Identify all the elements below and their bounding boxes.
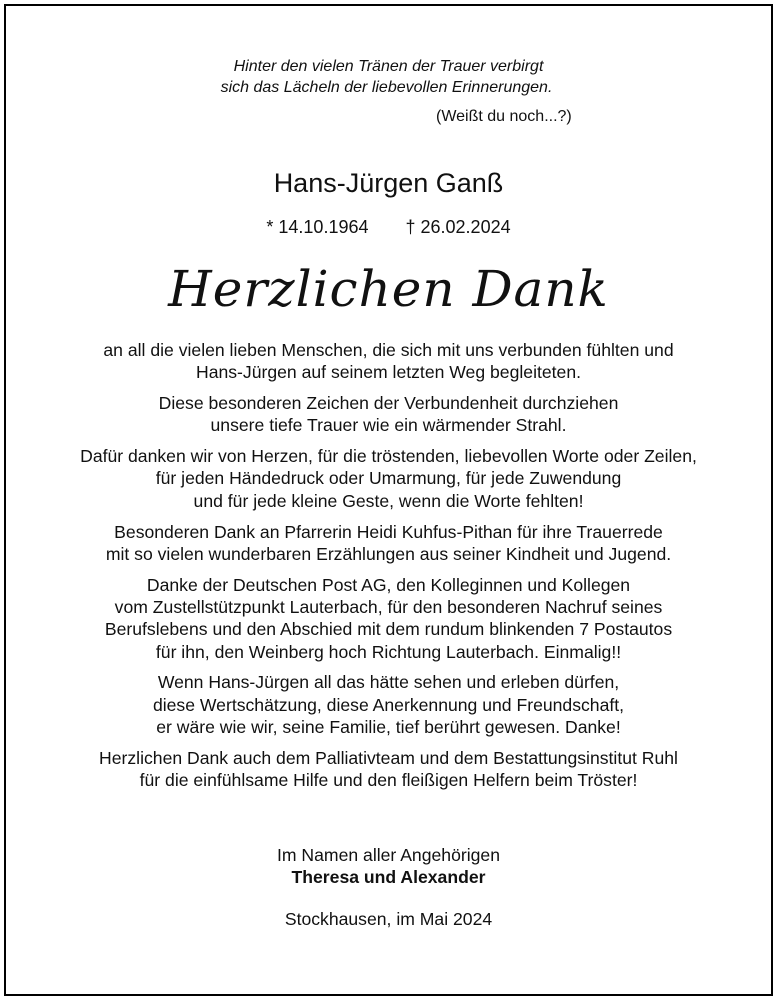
paragraph-line: unsere tiefe Trauer wie ein wärmender Strahl.	[210, 415, 567, 436]
closing-intro: Im Namen aller Angehörigen	[277, 845, 500, 865]
paragraph-line: mit so vielen wunderbaren Erzählungen aus seiner Kindheit und Jugend.	[105, 543, 672, 564]
paragraph-line: er wäre wie wir, seine Familie, tief berührt gewesen. Danke!	[156, 716, 621, 737]
paragraph-line: Wenn Hans-Jürgen all das hätte sehen und erleben dürfen,	[157, 672, 620, 693]
paragraph-line: Hans-Jürgen auf seinem letzten Weg begleiteten.	[195, 362, 581, 383]
paragraph-line: für jeden Händedruck oder Umarmung, für jede Zuwendung	[155, 468, 622, 489]
paragraph-line: Herzlichen Dank auch dem Palliativteam und dem Bestattungsinstitut Ruhl	[99, 747, 678, 768]
thanks-paragraph	[0, 445, 777, 512]
place-date: Stockhausen, im Mai 2024	[284, 909, 493, 929]
motto-line: sich das Lächeln der liebevollen Erinnerungen.	[220, 79, 553, 96]
birth-date: * 14.10.1964	[266, 217, 369, 237]
paragraph-line: Berufslebens und den Abschied mit dem rundum blinkenden 7 Postautos	[104, 619, 673, 640]
signatory-names: Theresa und Alexander	[291, 867, 486, 888]
thanks-paragraph	[0, 392, 777, 437]
paragraph-line: an all die vielen lieben Menschen, die sich mit uns verbunden fühlten und	[103, 340, 674, 360]
life-dates	[0, 217, 777, 238]
deceased-name: Hans-Jürgen Ganß	[273, 168, 504, 198]
motto-line: Hinter den vielen Tränen der Trauer verbirgt	[233, 58, 544, 75]
paragraph-line: und für jede kleine Geste, wenn die Worte fehlten!	[193, 490, 584, 511]
paragraph-line: Dafür danken wir von Herzen, für die tröstenden, liebevollen Worte oder Zeilen,	[80, 446, 697, 467]
paragraph-line: Diese besonderen Zeichen der Verbundenheit durchziehen	[158, 393, 619, 414]
paragraph-line: diese Wertschätzung, diese Anerkennung und Freundschaft,	[152, 694, 625, 715]
motto	[0, 56, 777, 98]
paragraph-line: vom Zustellstützpunkt Lauterbach, für den besonderen Nachruf seines	[114, 596, 663, 617]
closing	[0, 844, 777, 889]
paragraph-line: Besonderen Dank an Pfarrerin Heidi Kuhfus-Pithan für ihre Trauerrede	[114, 521, 663, 542]
thanks-paragraph	[0, 339, 777, 384]
thanks-paragraph	[0, 521, 777, 566]
headline: Herzlichen Dank	[168, 260, 609, 318]
paragraph-line: für die einfühlsame Hilfe und den fleißigen Helfern beim Tröster!	[139, 770, 638, 791]
thanks-paragraph	[0, 747, 777, 792]
paragraph-line: Danke der Deutschen Post AG, den Kolleginnen und Kollegen	[146, 574, 631, 595]
death-date: † 26.02.2024	[405, 217, 511, 237]
thanks-paragraph	[0, 574, 777, 663]
thanks-paragraph	[0, 671, 777, 738]
thanks-text	[0, 339, 777, 800]
motto-source: (Weißt du noch...?)	[436, 108, 572, 125]
paragraph-line: für ihn, den Weinberg hoch Richtung Lauterbach. Einmalig!!	[155, 641, 622, 662]
